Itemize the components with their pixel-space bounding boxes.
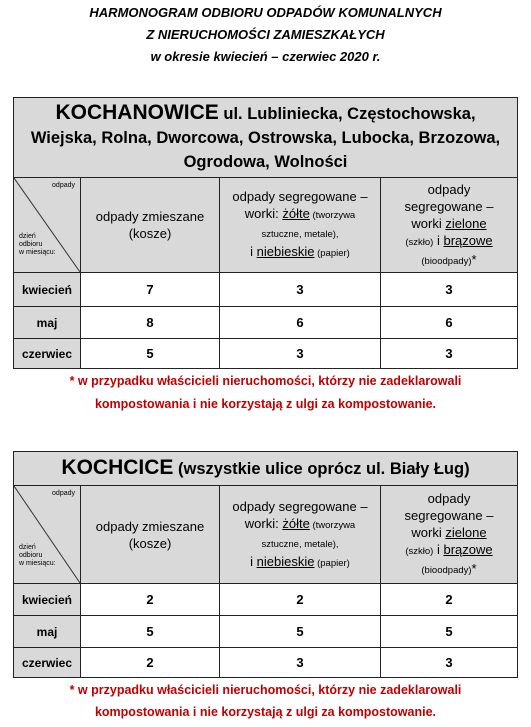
footnote-line1: * w przypadku właścicieli nieruchomości, którzy nie zadeklarowali (69, 374, 462, 388)
value-seg1: 3 (220, 648, 381, 678)
table-row (14, 648, 518, 678)
corner-cell (14, 486, 81, 584)
column-mixed: odpady zmieszane (kosze) (81, 178, 220, 273)
value-seg2: 3 (381, 648, 518, 678)
value-seg2: 3 (381, 339, 518, 369)
column-mixed: odpady zmieszane (kosze) (81, 486, 220, 584)
value-mixed: 5 (81, 616, 220, 648)
doc-title-line3: w okresie kwiecień – czerwiec 2020 r. (150, 49, 381, 64)
table-title (14, 98, 518, 178)
column-segregated-green-brown: odpady segregowane – worki zielone (szkło) i brązowe (bioodpady)* (381, 486, 518, 584)
value-seg2: 2 (381, 584, 518, 616)
corner-label-day: dzień odbioru w miesiącu: (19, 544, 56, 567)
value-seg2: 6 (381, 307, 518, 339)
corner-cell (14, 178, 81, 273)
corner-label-waste: odpady (52, 182, 75, 189)
schedule-table-kochcice (13, 451, 518, 678)
month-label: kwiecień (14, 584, 81, 616)
footnote-line2: kompostowania i nie korzystają z ulgi za kompostowanie. (94, 397, 437, 411)
table-row (14, 584, 518, 616)
value-mixed: 2 (81, 584, 220, 616)
table-title (14, 452, 518, 486)
month-label: czerwiec (14, 648, 81, 678)
value-mixed: 5 (81, 339, 220, 369)
column-segregated-yellow-blue: odpady segregowane – worki: żółte (tworzywa sztuczne, metale), i niebieskie (papier) (220, 178, 381, 273)
corner-label-day: dzień odbioru w miesiącu: (19, 233, 56, 256)
table-row (14, 273, 518, 307)
doc-title-line2: Z NIERUCHOMOŚCI ZAMIESZKAŁYCH (146, 27, 385, 42)
diagonal-divider (14, 178, 80, 272)
month-label: czerwiec (14, 339, 81, 369)
doc-title-line1: HARMONOGRAM ODBIORU ODPADÓW KOMUNALNYCH (89, 5, 442, 20)
value-mixed: 8 (81, 307, 220, 339)
streets-line1: ul. Lubliniecka, Częstochowska, (218, 105, 476, 123)
schedule-table-kochanowice (13, 97, 518, 369)
streets-line2: Wiejska, Rolna, Dworcowa, Ostrowska, Lubocka, Brzozowa, (30, 129, 501, 147)
table-row (14, 307, 518, 339)
value-seg1: 3 (220, 339, 381, 369)
table-row (14, 616, 518, 648)
column-header-row (14, 178, 518, 273)
value-seg1: 6 (220, 307, 381, 339)
value-seg2: 3 (381, 273, 518, 307)
value-mixed: 2 (81, 648, 220, 678)
column-segregated-yellow-blue: odpady segregowane – worki: żółte (tworzywa sztuczne, metale), i niebieskie (papier) (220, 486, 381, 584)
value-seg1: 3 (220, 273, 381, 307)
month-label: maj (14, 616, 81, 648)
town-name: KOCHCICE (61, 455, 174, 479)
value-seg2: 5 (381, 616, 518, 648)
month-label: maj (14, 307, 81, 339)
footnote-line1: * w przypadku właścicieli nieruchomości, którzy nie zadeklarowali (69, 683, 462, 697)
footnote-line2: kompostowania i nie korzystają z ulgi za kompostowanie. (94, 705, 437, 719)
column-header-row (14, 486, 518, 584)
streets-line3: Ogrodowa, Wolności (183, 153, 348, 171)
town-name: KOCHANOWICE (55, 101, 219, 124)
column-segregated-green-brown: odpady segregowane – worki zielone (szkło) i brązowe (bioodpady)* (381, 178, 518, 273)
table-row (14, 339, 518, 369)
month-label: kwiecień (14, 273, 81, 307)
value-seg1: 5 (220, 616, 381, 648)
value-seg1: 2 (220, 584, 381, 616)
diagonal-divider (14, 486, 80, 583)
streets-line1: (wszystkie ulice oprócz ul. Biały Ług) (173, 459, 470, 478)
value-mixed: 7 (81, 273, 220, 307)
corner-label-waste: odpady (52, 490, 75, 497)
